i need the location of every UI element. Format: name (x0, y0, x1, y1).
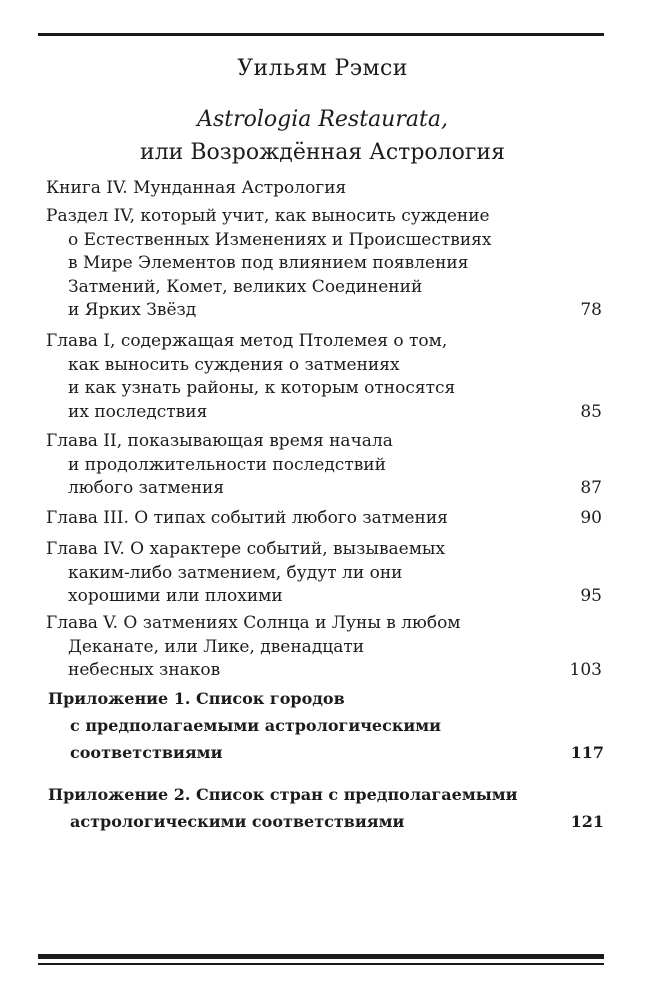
toc-entry-chapter-3 (46, 507, 602, 531)
toc-line: Приложение 1. Список городов (48, 689, 345, 708)
toc-line: небесных знаков (68, 660, 221, 680)
toc-page-number: 95 (580, 586, 602, 606)
toc-line: астрологическими соответствиями (70, 812, 405, 831)
toc-line: любого затмения (68, 478, 225, 498)
toc-page-number: 85 (580, 401, 602, 422)
toc-entry-chapter-5 (46, 612, 602, 683)
toc-line: Глава II, показывающая время начала (46, 431, 393, 451)
bottom-rule-thin (38, 963, 604, 965)
toc-line: Глава V. О затмениях Солнца и Луны в любом (46, 613, 461, 633)
toc-line: Глава IV. О характере событий, вызываемых (46, 539, 446, 559)
toc-page-number: 103 (569, 660, 602, 680)
toc-line: Раздел IV, который учит, как выносить суждение (46, 206, 490, 226)
title-latin: Astrologia Restaurata, (197, 107, 448, 132)
toc-line: соответствиями (70, 743, 223, 762)
toc-entry-appendix-1 (48, 685, 604, 766)
toc-page-number: 121 (570, 812, 604, 831)
toc-line: с предполагаемыми астрологическими (70, 716, 442, 735)
toc-page-number: 117 (570, 743, 604, 762)
top-rule (38, 33, 604, 36)
toc-entry-chapter-1 (46, 330, 602, 424)
toc-line: каким-либо затмением, будут ли они (68, 562, 403, 583)
toc-line: о Естественных Изменениях и Происшествиях (68, 229, 492, 250)
toc-entry-section-4 (46, 205, 602, 323)
toc-page-number: 90 (580, 508, 602, 528)
toc-line: Глава III. О типах событий любого затмения (46, 508, 448, 528)
toc-line: Приложение 2. Список стран с предполагаемыми (48, 785, 518, 804)
bottom-rule-thick (38, 954, 604, 959)
toc-page-number: 87 (580, 478, 602, 498)
toc-page-number: 78 (580, 300, 602, 320)
toc-line: и продолжительности последствий (68, 454, 386, 475)
toc-line: в Мире Элементов под влиянием появления (68, 253, 469, 273)
toc-line: как выносить суждения о затмениях (68, 354, 400, 375)
toc-line: Книга IV. Мунданная Астрология (46, 178, 347, 198)
toc-book-heading (46, 177, 602, 201)
author-name: Уильям Рэмси (237, 56, 408, 81)
toc-entry-chapter-4 (46, 538, 602, 609)
toc-entry-chapter-2 (46, 430, 602, 501)
title-russian: или Возрождённая Астрология (140, 140, 505, 165)
toc-line: и как узнать районы, к которым относятся (68, 378, 456, 398)
toc-entry-appendix-2 (48, 781, 604, 835)
toc-line: Затмений, Комет, великих Соединений (68, 276, 423, 297)
toc-line: и Ярких Звёзд (68, 300, 197, 320)
toc-line: Глава I, содержащая метод Птолемея о том, (46, 331, 448, 351)
toc-line: хорошими или плохими (68, 586, 283, 606)
toc-line: их последствия (68, 401, 208, 422)
toc-line: Деканате, или Лике, двенадцати (68, 636, 365, 657)
